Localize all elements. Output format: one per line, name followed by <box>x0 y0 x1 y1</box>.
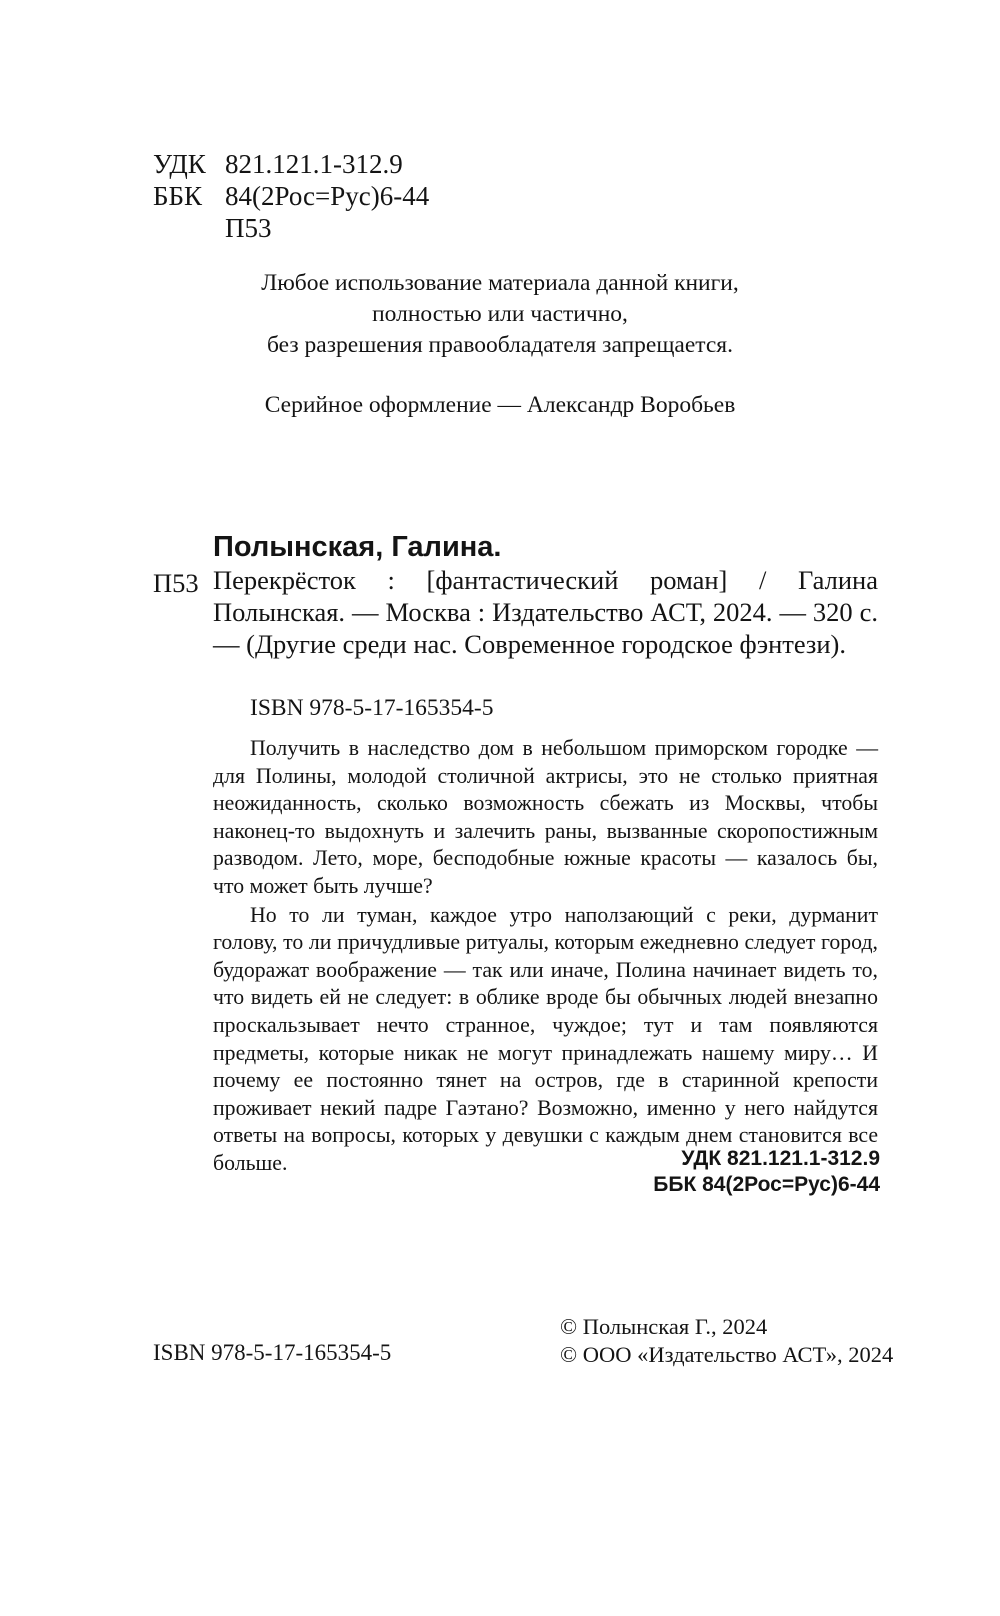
header-classification-codes <box>153 148 429 244</box>
catalog-author-sign: П53 <box>153 568 199 598</box>
notice-line-1: Любое использование материала данной книги, <box>261 270 739 296</box>
catalog-isbn: ISBN 978-5-17-165354-5 <box>250 695 494 721</box>
author-sign: П53 <box>225 213 272 243</box>
annotation-paragraph-2: Но то ли туман, каждое утро наползающий с реки, дурманит голову, то ли причудливые ритуалы, которым ежедневно следует город, будоражат воображение — так или иначе, Полина начинает видеть то, что видеть ей не следует: в облике вроде бы обычных людей внезапно проскальзывает нечто странное, чуждое; тут и там появляются предметы, которые никак не могут принадлежать нашему миру… И почему ее постоянно тянет на остров, где в старинной крепости проживает некий падре Гаэтано? Возможно, именно у него найдутся ответы на вопросы, которых у девушки с каждым днем становится все больше. <box>213 902 878 1175</box>
catalog-author: Полынская, Галина. <box>213 531 502 563</box>
annotation-paragraph-1: Получить в наследство дом в небольшом приморском городке — для Полины, молодой столичной актрисы, это не столько приятная неожиданность, сколько возможность сбежать из Москвы, чтобы наконец-то выдохнуть и залечить раны, вызванные скоропостижным разводом. Лето, море, бесподобные южные красоты — казалось бы, что может быть лучше? <box>213 736 878 898</box>
notice-line-2: полностью или частично, <box>372 301 628 327</box>
udk-value: 821.121.1-312.9 <box>225 149 403 179</box>
series-design-credit: Серийное оформление — Александр Воробьев <box>264 392 736 418</box>
bbk-key: ББК <box>153 181 203 211</box>
udk-key: УДК <box>153 149 206 179</box>
notice-line-3: без разрешения правообладателя запрещается. <box>267 332 733 358</box>
udk-row <box>153 148 429 180</box>
catalog-description: Перекрёсток : [фантастический роман] / Галина Полынская. — Москва : Издательство АСТ, 2024. — 320 с. — (Другие среди нас. Современное городское фэнтези). <box>213 565 878 659</box>
bbk-row <box>153 180 429 212</box>
annotation <box>213 735 878 1178</box>
author-sign-row <box>153 212 429 244</box>
bbk-value: 84(2Рос=Рус)6-44 <box>225 181 430 211</box>
copyright-publisher: © ООО «Издательство АСТ», 2024 <box>560 1342 894 1367</box>
footer-isbn: ISBN 978-5-17-165354-5 <box>153 1340 392 1365</box>
classification-udk: УДК 821.121.1-312.9 <box>681 1147 880 1170</box>
copyright-author: © Полынская Г., 2024 <box>560 1314 768 1339</box>
copyright-lines <box>560 1313 893 1369</box>
classification-bbk: ББК 84(2Рос=Рус)6-44 <box>653 1173 880 1196</box>
classification-block <box>580 1146 880 1198</box>
copyright-notice <box>0 268 1000 361</box>
